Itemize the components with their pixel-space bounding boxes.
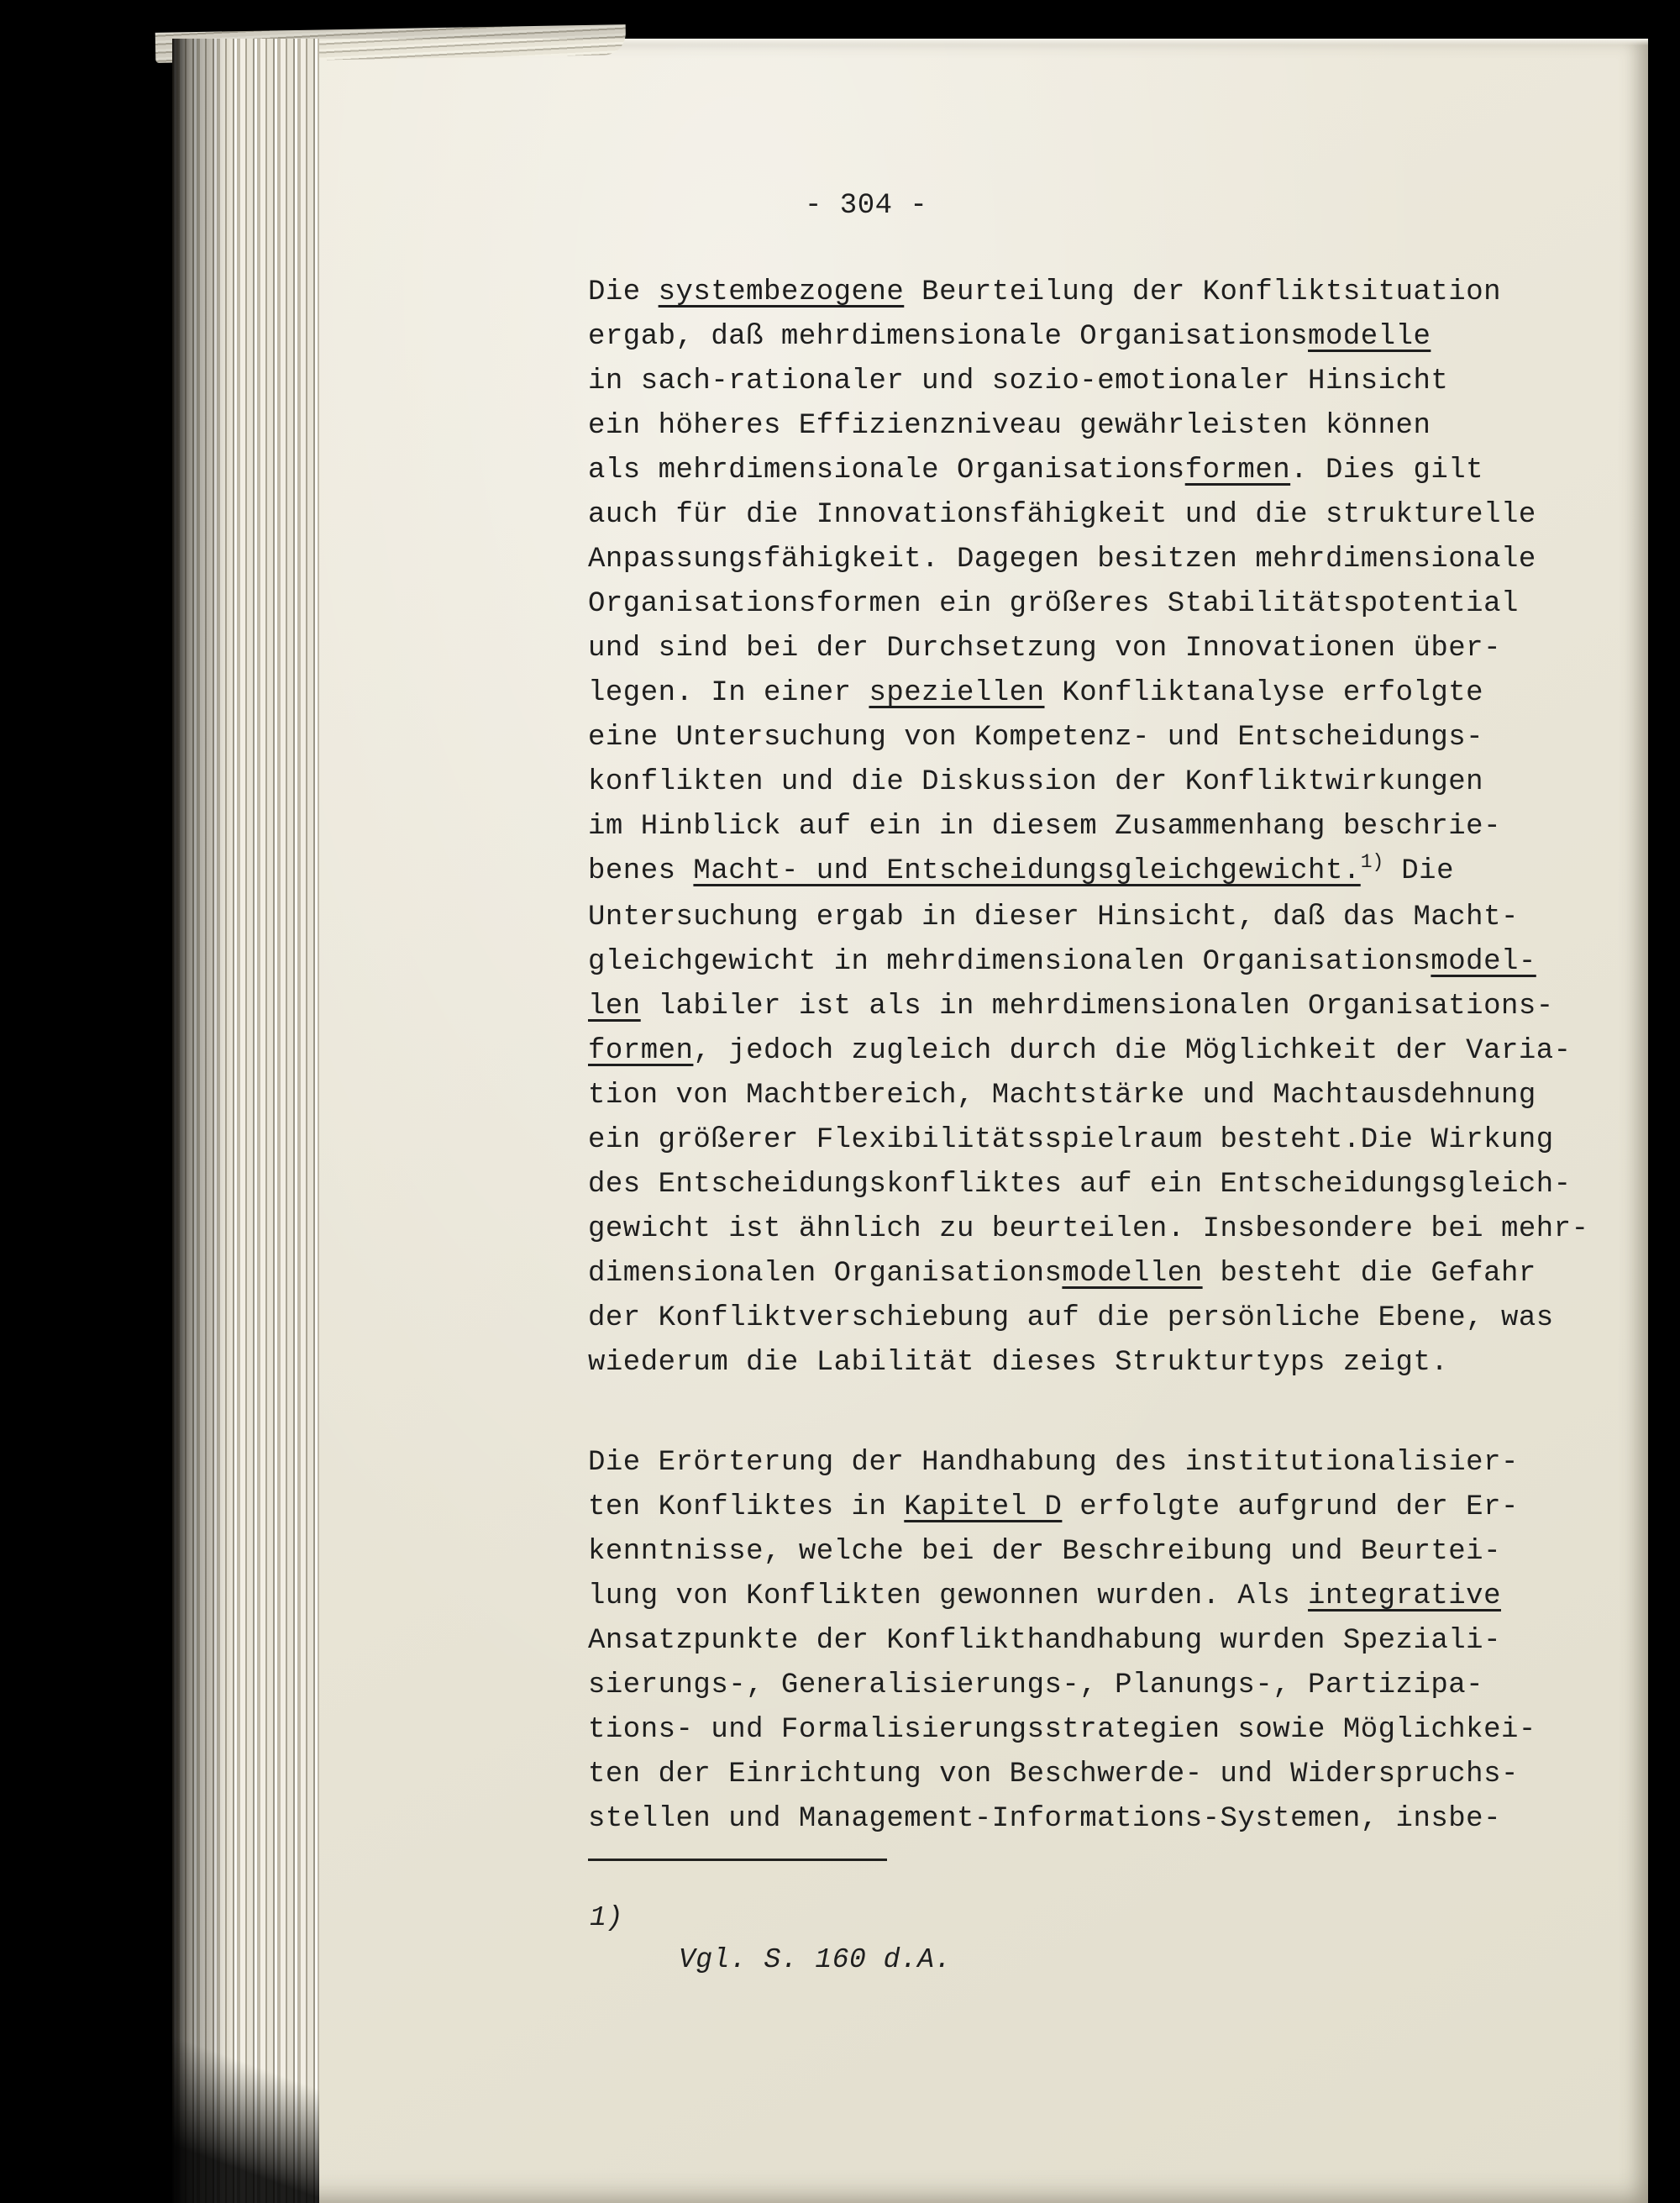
- text-segment: dimensionalen Organisations: [588, 1258, 1063, 1290]
- text-segment: konflikten und die Diskussion der Konfliktwirkungen: [588, 766, 1484, 798]
- footnote-ref: 1): [1360, 851, 1384, 873]
- body-text: [588, 271, 1589, 1842]
- text-line: [588, 449, 1589, 493]
- underlined-text: formen: [1184, 455, 1291, 486]
- text-line: [588, 1163, 1589, 1207]
- text-segment: Konfliktanalyse erfolgte: [1044, 677, 1484, 709]
- text-line: [588, 1485, 1589, 1530]
- text-segment: Die Erörterung der Handhabung des institutionalisier-: [588, 1447, 1519, 1479]
- paragraph-2: [588, 1441, 1589, 1842]
- text-line: [588, 1296, 1589, 1341]
- footnote-separator: [588, 1859, 887, 1861]
- text-segment: als mehrdimensionale Organisations: [588, 455, 1185, 486]
- text-line: [588, 1664, 1589, 1708]
- text-segment: des Entscheidungskonfliktes auf ein Entscheidungsgleich-: [588, 1169, 1572, 1201]
- text-segment: Die: [588, 276, 659, 308]
- text-segment: legen. In einer: [588, 677, 869, 709]
- text-line: [588, 271, 1589, 315]
- footnote-marker: 1): [590, 1902, 623, 1933]
- text-segment: ein höheres Effizienzniveau gewährleisten können: [588, 410, 1431, 442]
- text-line: [588, 404, 1589, 449]
- text-segment: ergab, daß mehrdimensionale Organisations: [588, 321, 1309, 353]
- text-segment: Anpassungsfähigkeit. Dagegen besitzen mehrdimensionale: [588, 544, 1536, 576]
- text-line: [588, 1029, 1589, 1074]
- text-segment: auch für die Innovationsfähigkeit und die strukturelle: [588, 499, 1536, 531]
- underlined-text: Kapitel D: [904, 1491, 1063, 1523]
- text-line: [588, 1118, 1589, 1163]
- footnote-text: Vgl. S. 160 d.A.: [679, 1944, 952, 1975]
- text-segment: tions- und Formalisierungsstrategien sowie Möglichkei-: [588, 1714, 1536, 1746]
- text-segment: kenntnisse, welche bei der Beschreibung und Beurtei-: [588, 1536, 1501, 1568]
- text-line: [588, 1797, 1589, 1842]
- text-line: [588, 315, 1589, 360]
- underlined-text: modelle: [1308, 321, 1431, 353]
- text-segment: der Konfliktverschiebung auf die persönliche Ebene, was: [588, 1302, 1554, 1334]
- text-line: [588, 1575, 1589, 1619]
- text-segment: in sach-rationaler und sozio-emotionaler Hinsicht: [588, 365, 1449, 397]
- underlined-text: len: [588, 991, 641, 1023]
- underlined-text: model-: [1431, 946, 1536, 978]
- text-segment: , jedoch zugleich durch die Möglichkeit der Varia-: [693, 1035, 1572, 1067]
- text-line: [588, 1753, 1589, 1797]
- text-line: [588, 940, 1589, 985]
- text-line: [588, 582, 1589, 627]
- text-line: [588, 1341, 1589, 1385]
- text-line: [588, 360, 1589, 404]
- text-line: [588, 627, 1589, 671]
- text-segment: besteht die Gefahr: [1202, 1258, 1536, 1290]
- text-line: [588, 1708, 1589, 1753]
- text-segment: ten der Einrichtung von Beschwerde- und Widerspruchs-: [588, 1759, 1519, 1790]
- text-line: [588, 1619, 1589, 1664]
- paragraph-1: [588, 271, 1589, 1385]
- text-segment: benes: [588, 855, 694, 887]
- text-line: [588, 1074, 1589, 1118]
- text-line: [588, 671, 1589, 716]
- text-segment: tion von Machtbereich, Machtstärke und Machtausdehnung: [588, 1080, 1536, 1112]
- text-segment: wiederum die Labilität dieses Strukturtyps zeigt.: [588, 1347, 1449, 1379]
- underlined-text: modellen: [1062, 1258, 1203, 1290]
- page-number: - 304 -: [805, 190, 928, 222]
- text-segment: und sind bei der Durchsetzung von Innovationen über-: [588, 633, 1501, 665]
- text-line: [588, 1441, 1589, 1485]
- text-segment: lung von Konflikten gewonnen wurden. Als: [588, 1580, 1309, 1612]
- text-segment: Untersuchung ergab in dieser Hinsicht, daß das Macht-: [588, 902, 1519, 933]
- text-segment: Die: [1383, 855, 1454, 887]
- text-line: [588, 716, 1589, 760]
- underlined-text: integrative: [1308, 1580, 1501, 1612]
- text-line: [588, 760, 1589, 805]
- text-segment: labiler ist als in mehrdimensionalen Organisations-: [640, 991, 1554, 1023]
- text-segment: . Dies gilt: [1290, 455, 1484, 486]
- text-line: [588, 805, 1589, 849]
- page: [172, 39, 1648, 2203]
- text-line: [588, 1252, 1589, 1296]
- text-segment: stellen und Management-Informations-Systemen, insbe-: [588, 1803, 1501, 1835]
- underlined-text: Macht- und Entscheidungsgleichgewicht.: [693, 855, 1361, 887]
- text-line: [588, 1207, 1589, 1252]
- text-line: [588, 985, 1589, 1029]
- book-fore-edge: [172, 39, 319, 2203]
- text-segment: ten Konfliktes in: [588, 1491, 905, 1523]
- text-segment: eine Untersuchung von Kompetenz- und Entscheidungs-: [588, 722, 1484, 754]
- text-segment: erfolgte aufgrund der Er-: [1062, 1491, 1519, 1523]
- text-line: [588, 538, 1589, 582]
- text-line: [588, 1530, 1589, 1575]
- text-line: [588, 849, 1589, 896]
- text-segment: gewicht ist ähnlich zu beurteilen. Insbesondere bei mehr-: [588, 1213, 1589, 1245]
- underlined-text: systembezogene: [658, 276, 905, 308]
- text-segment: Ansatzpunkte der Konflikthandhabung wurden Speziali-: [588, 1625, 1501, 1657]
- text-segment: gleichgewicht in mehrdimensionalen Organisations: [588, 946, 1431, 978]
- text-segment: Organisationsformen ein größeres Stabilitätspotential: [588, 588, 1519, 620]
- text-segment: im Hinblick auf ein in diesem Zusammenhang beschrie-: [588, 811, 1501, 843]
- underlined-text: speziellen: [869, 677, 1045, 709]
- text-segment: ein größerer Flexibilitätsspielraum besteht.Die Wirkung: [588, 1124, 1554, 1156]
- text-segment: sierungs-, Generalisierungs-, Planungs-, Partizipa-: [588, 1669, 1484, 1701]
- text-segment: Beurteilung der Konfliktsituation: [904, 276, 1501, 308]
- underlined-text: formen: [588, 1035, 694, 1067]
- text-line: [588, 493, 1589, 538]
- text-line: [588, 896, 1589, 940]
